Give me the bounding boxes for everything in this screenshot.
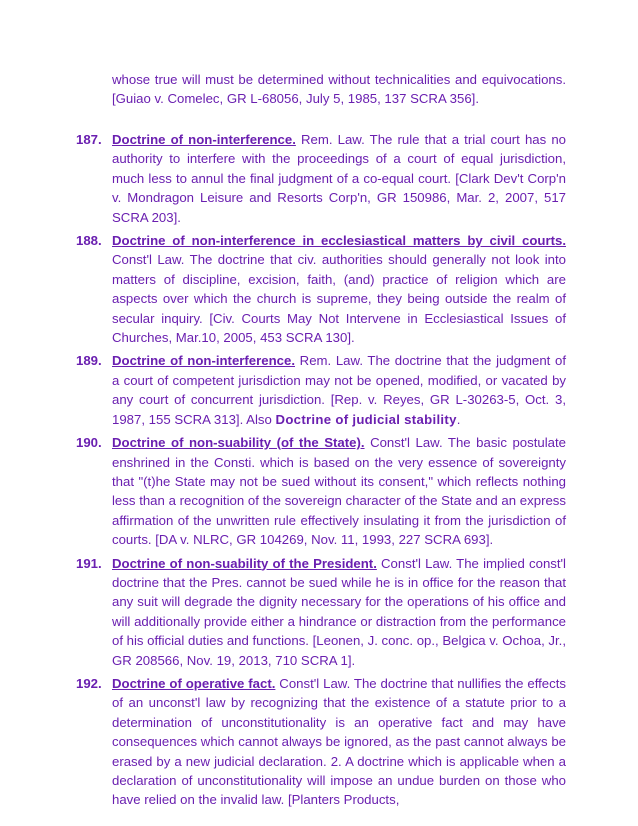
entry-body (112, 554, 566, 670)
list-item (76, 351, 566, 429)
entry-term: Doctrine of non-interference. (112, 353, 295, 369)
entry-number: 188. (76, 233, 102, 249)
entry-number: 189. (76, 353, 102, 369)
entry-term: Doctrine of non-interference. (112, 132, 296, 147)
entry-text: Const'l Law. The doctrine that nullifies the effects of an unconst'l law by recognizing that the existence of a statute prior to a determination of unconstitutionality is an operative fact and may have consequences which cannot always be ignored, as the past cannot always be erased by a new judicial declaration. 2. A doctrine which is applicable when a declaration of unconstitutionality will impose an undue burden on those who have relied on the invalid law. [Planters Products, (112, 675, 566, 808)
continuation-text: whose true will must be determined without technicalities and equivocations. [Guiao v. Comelec, GR L-68056, July 5, 1985, 137 SCRA 356]. (112, 72, 566, 107)
list-item (76, 554, 566, 670)
entry-body (112, 433, 566, 549)
entry-term: Doctrine of operative fact. (112, 675, 276, 691)
entry-list (76, 130, 566, 810)
entry-term: Doctrine of non-interference in ecclesiastical matters by civil courts. (112, 233, 566, 249)
entry-number: 192. (76, 675, 102, 691)
entry-term: Doctrine of non-suability of the President. (112, 555, 377, 571)
list-item (76, 674, 566, 810)
entry-text: Const'l Law. The doctrine that civ. authorities should generally not look into matters of discipline, excision, faith, (and) practice of religion which are aspects over which the church is supreme, they being outside the realm of secular inquiry. [Civ. Courts May Not Intervene in Ecclesiastical Issues of Churches, Mar.10, 2005, 453 SCRA 130]. (112, 252, 566, 346)
entry-body (112, 674, 566, 810)
entry-text: Rem. Law. The rule that a trial court has no authority to interfere with the proceedings of a court of equal jurisdiction, much less to annul the final judgment of a co-equal court. [Clark Dev't Corp'n v. Mondragon Leisure and Resorts Corp'n, GR 150986, Mar. 2, 2007, 517 SCRA 203]. (112, 132, 566, 225)
list-item (76, 130, 566, 227)
cross-reference: Doctrine of judicial stability (275, 411, 457, 427)
entry-number: 191. (76, 555, 102, 571)
entry-number: 187. (76, 132, 102, 147)
list-item (76, 433, 566, 549)
entry-text: Const'l Law. The implied const'l doctrine that the Pres. cannot be sued while he is in office for the reason that any suit will degrade the dignity necessary for the operations of his office and will additionally provide either a hindrance or distraction from the performance of his official duties and functions. [Leonen, J. conc. op., Belgica v. Ochoa, Jr., GR 208566, Nov. 19, 2013, 710 SCRA 1]. (112, 555, 567, 668)
entry-term: Doctrine of non-suability (of the State). (112, 435, 365, 451)
entry-body (112, 351, 566, 429)
entry-text-end: . (456, 411, 461, 427)
continuation-paragraph (76, 70, 566, 109)
entry-body (112, 231, 566, 347)
entry-text: Rem. Law. The doctrine that the judgment of a court of competent jurisdiction may not be opened, modified, or vacated by any court of concurrent jurisdiction. [Rep. v. Reyes, GR L-30263-5, Oct. 3, 1987, 155 SCRA 313]. Also (112, 353, 566, 427)
entry-body (112, 130, 566, 227)
entry-number: 190. (76, 435, 102, 451)
entry-text: Const'l Law. The basic postulate enshrined in the Consti. which is based on the very essence of sovereignty that "(t)he State may not be sued without its consent," which reflects nothing less than a recognition of the sovereign character of the State and an express affirmation of the unwritten rule effectively insulating it from the jurisdiction of courts. [DA v. NLRC, GR 104269, Nov. 11, 1993, 227 SCRA 693]. (112, 435, 566, 548)
list-item (76, 231, 566, 347)
